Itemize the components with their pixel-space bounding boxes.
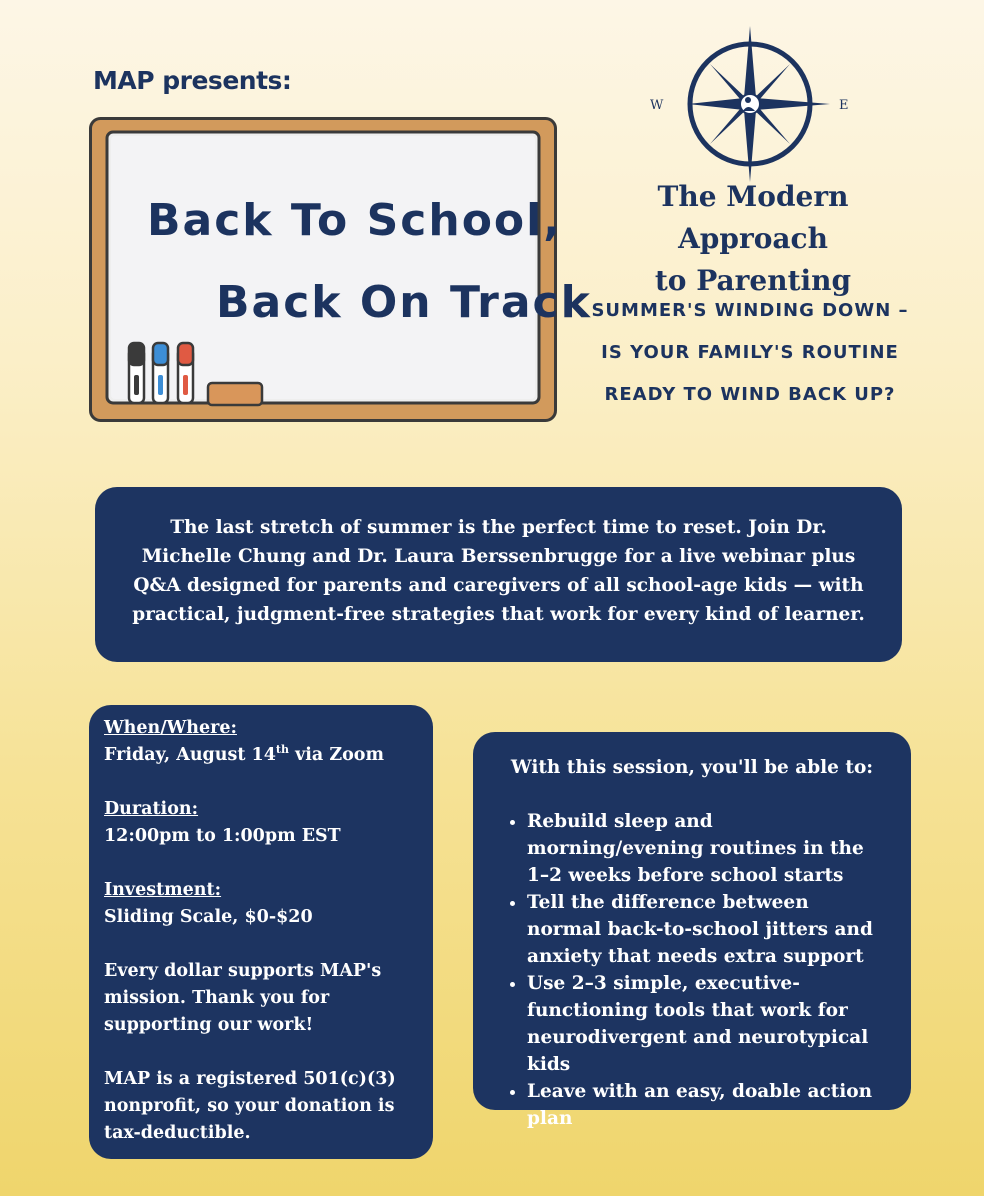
investment-heading: Investment:	[104, 880, 222, 900]
compass-logo-icon	[640, 20, 860, 185]
board-headline-line-1: Back To School,	[147, 195, 562, 246]
organization-name	[585, 176, 921, 302]
compass-west-label: W	[650, 98, 664, 113]
event-date: Friday, August 14	[104, 745, 276, 765]
organization-name-line-1: The Modern Approach	[657, 180, 849, 255]
tagline-line-2: IS YOUR FAMILY'S ROUTINE	[601, 342, 899, 363]
outcomes-panel	[473, 732, 911, 1129]
outcome-item: • Tell the difference between normal back-to-school jitters and anxiety that needs extra support	[527, 889, 889, 970]
blue-marker-icon	[153, 343, 168, 403]
investment-value: Sliding Scale, $0-$20	[104, 907, 313, 927]
duration-heading: Duration:	[104, 799, 199, 819]
tagline-line-1: SUMMER'S WINDING DOWN –	[591, 300, 909, 321]
when-where-block	[104, 715, 419, 769]
intro-text: The last stretch of summer is the perfect time to reset. Join Dr. Michelle Chung and Dr. Laura Berssenbrugge for a live webinar plus Q&A designed for parents and caregivers of all school-age kids — with practical, judgment-free strategies that work for every kind of learner.	[132, 517, 865, 625]
whiteboard-graphic	[89, 117, 557, 422]
red-marker-icon	[178, 343, 193, 403]
outcome-item: • Use 2–3 simple, executive-functioning tools that work for neurodivergent and neurotypical kids	[527, 970, 889, 1078]
support-text: Every dollar supports MAP's mission. Thank you for supporting our work!	[104, 961, 382, 1035]
black-marker-icon	[129, 343, 144, 403]
date-ordinal: th	[275, 743, 289, 757]
outcome-item: • Leave with an easy, doable action plan	[527, 1078, 889, 1132]
tagline	[576, 290, 924, 416]
outcome-item: • Rebuild sleep and morning/evening routines in the 1–2 weeks before school starts	[527, 808, 889, 889]
organization-name-line-2: to Parenting	[654, 264, 852, 297]
outcomes-list	[495, 808, 889, 1132]
presenter-label: MAP presents:	[93, 66, 292, 95]
whiteboard-illustration	[89, 117, 592, 422]
eraser-icon	[208, 383, 262, 405]
tagline-line-3: READY TO WIND BACK UP?	[604, 384, 896, 405]
duration-block	[104, 796, 419, 850]
event-details-panel	[89, 705, 433, 1159]
compass-east-label: E	[839, 98, 849, 113]
investment-block	[104, 877, 419, 931]
nonprofit-text: MAP is a registered 501(c)(3) nonprofit, so your donation is tax-deductible.	[104, 1069, 396, 1143]
when-where-value	[104, 742, 419, 769]
intro-panel	[95, 487, 902, 662]
outcomes-heading: With this session, you'll be able to:	[510, 757, 874, 778]
event-venue: via Zoom	[288, 745, 384, 765]
when-where-heading: When/Where:	[104, 718, 237, 738]
board-headline-line-2: Back On Track	[216, 277, 592, 328]
duration-value: 12:00pm to 1:00pm EST	[104, 826, 341, 846]
